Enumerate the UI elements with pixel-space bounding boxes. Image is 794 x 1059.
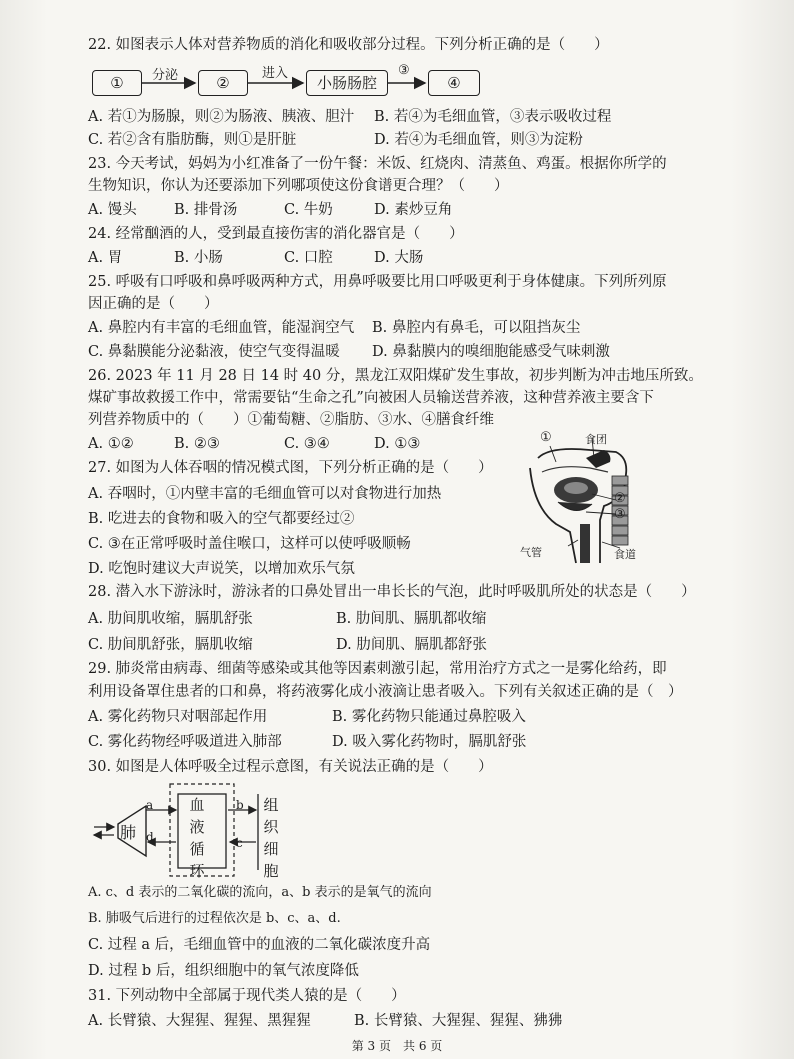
- q25-option-d: D. 鼻黏膜内的嗅细胞能感受气味刺激: [372, 344, 610, 360]
- q30-stem: 30. 如图是人体呼吸全过程示意图，有关说法正确的是（ ）: [88, 759, 493, 775]
- q26-stem-line3: 列营养物质中的（ ）①葡萄糖、②脂肪、③水、④膳食纤维: [88, 412, 494, 428]
- q29-option-c: C. 雾化药物经呼吸道进入肺部: [88, 734, 282, 750]
- q23-option-a: A. 馒头: [88, 202, 137, 218]
- q22-option-d: D. 若④为毛细血管，则③为淀粉: [374, 132, 583, 148]
- q22-option-c: C. 若②含有脂肪酶，则①是肝脏: [88, 132, 297, 148]
- flow-box-2: ②: [198, 70, 248, 96]
- q24-stem: 24. 经常酗酒的人，受到最直接伤害的消化器官是（ ）: [88, 226, 464, 242]
- q23-stem-line1: 23. 今天考试，妈妈为小红准备了一份午餐：米饭、红烧肉、清蒸鱼、鸡蛋。根据你所学的: [88, 156, 667, 172]
- q28-option-d: D. 肋间肌、膈肌都舒张: [336, 637, 487, 653]
- blood-circulation-text: [188, 794, 206, 882]
- q27-option-a: A. 吞咽时，①内壁丰富的毛细血管可以对食物进行加热: [88, 486, 442, 502]
- q29-stem-line1: 29. 肺炎常由病毒、细菌等感染或其他等因素刺激引起，常用治疗方式之一是雾化给药，即: [88, 661, 667, 677]
- q24-option-c: C. 口腔: [284, 250, 333, 266]
- q24-option-b: B. 小肠: [174, 250, 223, 266]
- q27-option-b: B. 吃进去的食物和吸入的空气都要经过②: [88, 511, 355, 527]
- q28-option-c: C. 肋间肌舒张，膈肌收缩: [88, 637, 253, 653]
- flow-arrows: [0, 0, 794, 110]
- q26-option-d: D. ①③: [374, 436, 421, 452]
- q26-stem-line2: 煤矿事故救援工作中，常需要钻“生命之孔”向被困人员输送营养液，这种营养液主要含下: [88, 390, 654, 406]
- flow-box-3: 小肠肠腔: [306, 70, 388, 96]
- flow-label-enter: 进入: [262, 66, 289, 81]
- lung-label: 肺: [120, 823, 137, 842]
- q30-option-c: C. 过程 a 后，毛细血管中的血液的二氧化碳浓度升高: [88, 937, 431, 953]
- swallow-label-esophagus: 食道: [614, 548, 636, 561]
- label-b: b: [236, 798, 244, 812]
- swallow-label-3: ③: [614, 507, 626, 522]
- q27-option-c: C. ③在正常呼吸时盖住喉口，这样可以使呼吸顺畅: [88, 536, 411, 552]
- q26-stem-line1: 26. 2023 年 11 月 28 日 14 时 40 分，黑龙江双阳煤矿发生事故，初步判断为冲击地压所致。: [88, 368, 703, 384]
- flow-label-3: ③: [398, 63, 410, 78]
- q28-stem: 28. 潜入水下游泳时，游泳者的口鼻处冒出一串长长的气泡，此时呼吸肌所处的状态是（ ）: [88, 584, 696, 600]
- swallow-label-2: ②: [614, 491, 626, 506]
- tissue-cell-text: [262, 794, 280, 882]
- q29-stem-line2: 利用设备罩住患者的口和鼻，将药液雾化成小液滴让患者吸入。下列有关叙述正确的是（ ）: [88, 684, 683, 700]
- q25-option-c: C. 鼻黏膜能分泌黏液，使空气变得温暖: [88, 344, 340, 360]
- swallow-label-trachea: 气管: [520, 546, 542, 559]
- swallow-label-1: ①: [540, 430, 552, 445]
- flow-box-4: ④: [428, 70, 480, 96]
- tissue-char-2: 织: [263, 818, 279, 836]
- q24-option-a: A. 胃: [88, 250, 123, 266]
- q29-option-a: A. 雾化药物只对咽部起作用: [88, 709, 268, 725]
- tissue-char-3: 细: [263, 840, 279, 858]
- q25-option-a: A. 鼻腔内有丰富的毛细血管，能湿润空气: [88, 320, 355, 336]
- blood-char-3: 循: [189, 840, 205, 858]
- q22-option-b: B. 若④为毛细血管，③表示吸收过程: [374, 109, 612, 125]
- q27-stem: 27. 如图为人体吞咽的情况模式图，下列分析正确的是（ ）: [88, 460, 493, 476]
- q22-option-a: A. 若①为肠腺，则②为肠液、胰液、胆汁: [88, 109, 355, 125]
- q25-stem-line2: 因正确的是（ ）: [88, 296, 219, 312]
- q23-stem-line2: 生物知识，你认为还要添加下列哪项使这份食谱更合理？（ ）: [88, 178, 509, 194]
- q26-option-a: A. ①②: [88, 436, 134, 452]
- label-a: a: [146, 798, 154, 812]
- blood-char-4: 环: [189, 862, 205, 880]
- q29-option-b: B. 雾化药物只能通过鼻腔吸入: [332, 709, 526, 725]
- swallow-anatomy-drawing: [520, 428, 670, 568]
- q30-option-b: B. 肺吸气后进行的过程依次是 b、c、a、d.: [88, 911, 341, 926]
- q25-stem-line1: 25. 呼吸有口呼吸和鼻呼吸两种方式，用鼻呼吸要比用口呼吸更利于身体健康。下列所列原: [88, 274, 667, 290]
- q30-option-a: A. c、d 表示的二氧化碳的流向，a、b 表示的是氧气的流向: [88, 885, 432, 900]
- label-d: d: [146, 830, 154, 844]
- q26-option-b: B. ②③: [174, 436, 220, 452]
- q28-option-a: A. 肋间肌收缩，膈肌舒张: [88, 611, 253, 627]
- flow-box-1: ①: [92, 70, 142, 96]
- swallow-label-food: 食团: [585, 433, 607, 446]
- blood-char-1: 血: [189, 796, 205, 814]
- tissue-char-1: 组: [263, 796, 279, 814]
- page-footer: 第 3 页 共 6 页: [351, 1039, 443, 1053]
- q27-option-d: D. 吃饱时建议大声说笑，以增加欢乐气氛: [88, 561, 355, 577]
- q25-option-b: B. 鼻腔内有鼻毛，可以阻挡灰尘: [372, 320, 581, 336]
- q23-option-d: D. 素炒豆角: [374, 202, 453, 218]
- q23-option-c: C. 牛奶: [284, 202, 333, 218]
- q30-option-d: D. 过程 b 后，组织细胞中的氧气浓度降低: [88, 963, 359, 979]
- label-c: c: [236, 836, 243, 850]
- flow-label-secrete: 分泌: [152, 68, 179, 83]
- tissue-char-4: 胞: [263, 862, 279, 880]
- blood-char-2: 液: [189, 818, 205, 836]
- q23-option-b: B. 排骨汤: [174, 202, 238, 218]
- q31-stem: 31. 下列动物中全部属于现代类人猿的是（ ）: [88, 988, 406, 1004]
- q22-stem: 22. 如图表示人体对营养物质的消化和吸收部分过程。下列分析正确的是（ ）: [88, 37, 609, 53]
- q31-option-b: B. 长臂猿、大猩猩、猩猩、狒狒: [354, 1013, 563, 1029]
- q28-option-b: B. 肋间肌、膈肌都收缩: [336, 611, 487, 627]
- q24-option-d: D. 大肠: [374, 250, 424, 266]
- q31-option-a: A. 长臂猿、大猩猩、猩猩、黑猩猩: [88, 1013, 311, 1029]
- q26-option-c: C. ③④: [284, 436, 330, 452]
- q29-option-d: D. 吸入雾化药物时，膈肌舒张: [332, 734, 527, 750]
